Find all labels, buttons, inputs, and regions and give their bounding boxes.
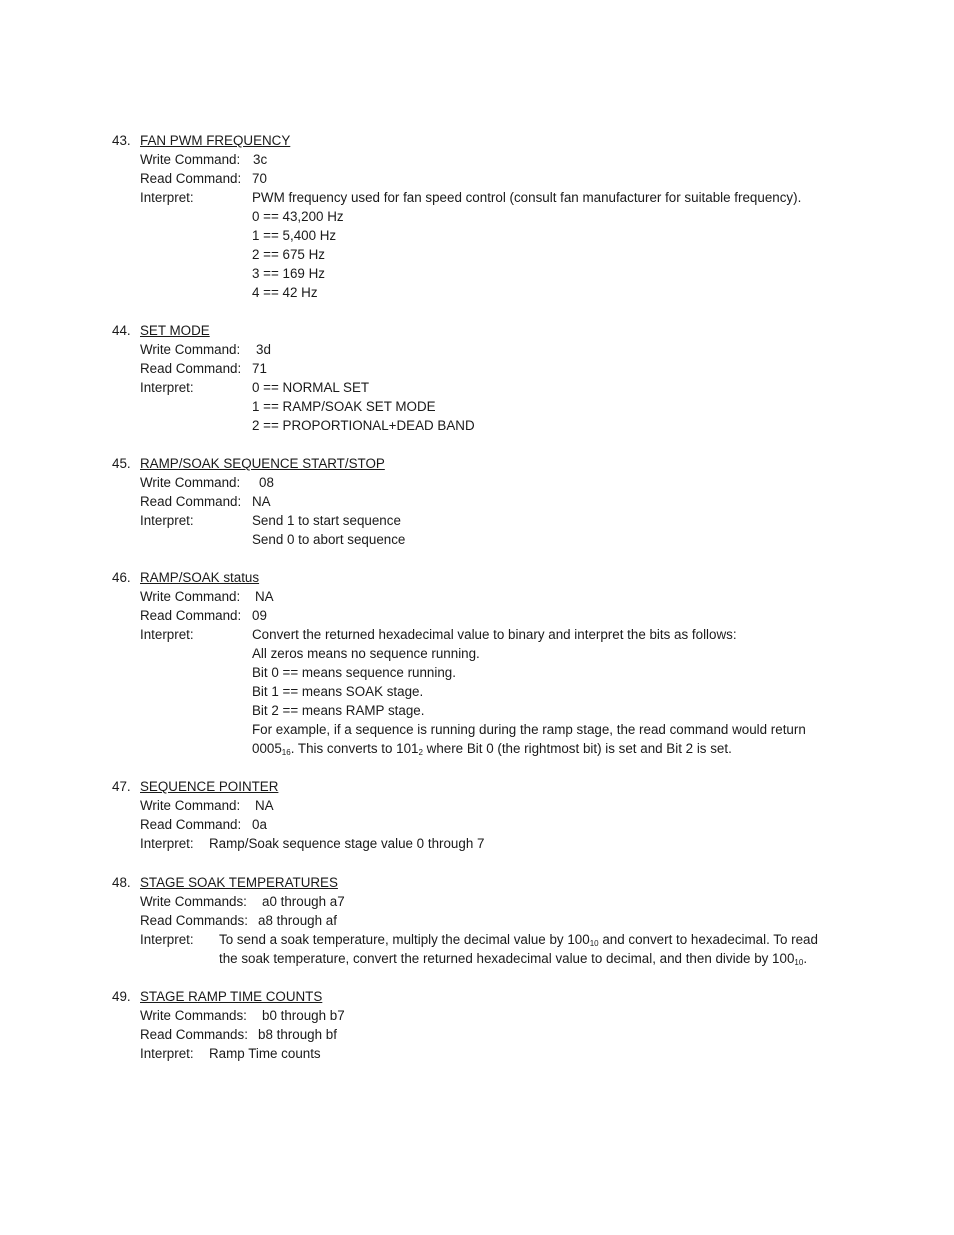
section-45	[112, 454, 912, 549]
binary-base-subscript: 2	[418, 748, 423, 757]
write-value: 08	[259, 475, 274, 490]
read-value: NA	[252, 494, 271, 509]
interpret-line: Bit 0 == means sequence running.	[252, 665, 456, 680]
section-47	[112, 777, 912, 853]
section-48	[112, 873, 912, 968]
item-number: 47.	[112, 779, 131, 794]
item-title: SET MODE	[140, 323, 210, 338]
item-title: FAN PWM FREQUENCY	[140, 133, 291, 148]
interpret-line: 3 == 169 Hz	[252, 266, 325, 281]
interpret-label: Interpret:	[140, 1046, 194, 1061]
write-label: Write Command:	[140, 589, 241, 604]
section-44	[112, 321, 912, 435]
interpret-value: Ramp Time counts	[209, 1046, 321, 1061]
read-label: Read Command:	[140, 817, 242, 832]
item-number: 48.	[112, 875, 131, 890]
interpret-value: Ramp/Soak sequence stage value 0 through 7	[209, 836, 485, 851]
write-label: Write Command:	[140, 342, 241, 357]
read-label: Read Command:	[140, 361, 242, 376]
example-text-end: where Bit 0 (the rightmost bit) is set and Bit 2 is set.	[422, 741, 732, 756]
interpret-line: Send 1 to start sequence	[252, 513, 401, 528]
interpret-line: 0 == NORMAL SET	[252, 380, 370, 395]
hex-value: 0005	[252, 741, 282, 756]
interpret-line: Bit 1 == means SOAK stage.	[252, 684, 424, 699]
interpret-line: For example, if a sequence is running during the ramp stage, the read command would return	[252, 722, 806, 737]
item-number: 49.	[112, 989, 131, 1004]
read-value: 0a	[252, 817, 267, 832]
item-title: RAMP/SOAK status	[140, 570, 260, 585]
interpret-label: Interpret:	[140, 627, 194, 642]
interpret-line: 2 == 675 Hz	[252, 247, 325, 262]
interpret-line: PWM frequency used for fan speed control (consult fan manufacturer for suitable frequency).	[252, 190, 802, 205]
hex-base-subscript: 16	[281, 748, 291, 757]
interpret-label: Interpret:	[140, 513, 194, 528]
item-number: 45.	[112, 456, 131, 471]
interpret-text-end: and convert to hexadecimal. To read	[598, 932, 818, 947]
interpret-line: Send 0 to abort sequence	[252, 532, 406, 547]
interpret-label: Interpret:	[140, 380, 194, 395]
read-label: Read Command:	[140, 171, 242, 186]
interpret-line: Bit 2 == means RAMP stage.	[252, 703, 425, 718]
item-number: 44.	[112, 323, 131, 338]
interpret-line	[219, 930, 818, 949]
interpret-label: Interpret:	[140, 836, 194, 851]
write-label: Write Command:	[140, 152, 241, 167]
write-value: 3c	[253, 152, 268, 167]
example-text: . This converts to 101	[290, 741, 419, 756]
read-label: Read Command:	[140, 494, 242, 509]
item-number: 46.	[112, 570, 131, 585]
interpret-line: 4 == 42 Hz	[252, 285, 318, 300]
interpret-line	[219, 949, 807, 968]
write-value: 3d	[256, 342, 271, 357]
read-label: Read Commands:	[140, 1027, 248, 1042]
item-title: SEQUENCE POINTER	[140, 779, 279, 794]
interpret-line: All zeros means no sequence running.	[252, 646, 480, 661]
write-label: Write Command:	[140, 798, 241, 813]
read-label: Read Command:	[140, 608, 242, 623]
read-value: 09	[252, 608, 267, 623]
interpret-line: Convert the returned hexadecimal value to binary and interpret the bits as follows:	[252, 627, 737, 642]
interpret-label: Interpret:	[140, 932, 194, 947]
section-49	[112, 987, 912, 1063]
interpret-line: 2 == PROPORTIONAL+DEAD BAND	[252, 418, 475, 433]
interpret-label: Interpret:	[140, 190, 194, 205]
read-value: a8 through af	[258, 913, 337, 928]
interpret-text-end: .	[803, 951, 808, 966]
interpret-line-example	[252, 739, 732, 758]
item-title: STAGE RAMP TIME COUNTS	[140, 989, 323, 1004]
decimal-base-subscript: 10	[589, 939, 599, 948]
write-label: Write Command:	[140, 475, 241, 490]
section-43	[112, 131, 912, 302]
interpret-line: 1 == RAMP/SOAK SET MODE	[252, 399, 436, 414]
read-value: 71	[252, 361, 267, 376]
write-value: NA	[255, 589, 274, 604]
write-value: b0 through b7	[262, 1008, 345, 1023]
item-title: RAMP/SOAK SEQUENCE START/STOP	[140, 456, 385, 471]
interpret-line: 1 == 5,400 Hz	[252, 228, 337, 243]
section-46	[112, 568, 912, 758]
read-label: Read Commands:	[140, 913, 248, 928]
write-value: NA	[255, 798, 274, 813]
interpret-text: the soak temperature, convert the returned hexadecimal value to decimal, and then divide by 100	[219, 951, 795, 966]
write-value: a0 through a7	[262, 894, 345, 909]
item-title: STAGE SOAK TEMPERATURES	[140, 875, 338, 890]
decimal-base-subscript: 10	[794, 958, 804, 967]
write-label: Write Commands:	[140, 894, 247, 909]
item-number: 43.	[112, 133, 131, 148]
write-label: Write Commands:	[140, 1008, 247, 1023]
read-value: b8 through bf	[258, 1027, 337, 1042]
interpret-text: To send a soak temperature, multiply the decimal value by 100	[219, 932, 590, 947]
read-value: 70	[252, 171, 267, 186]
interpret-line: 0 == 43,200 Hz	[252, 209, 344, 224]
